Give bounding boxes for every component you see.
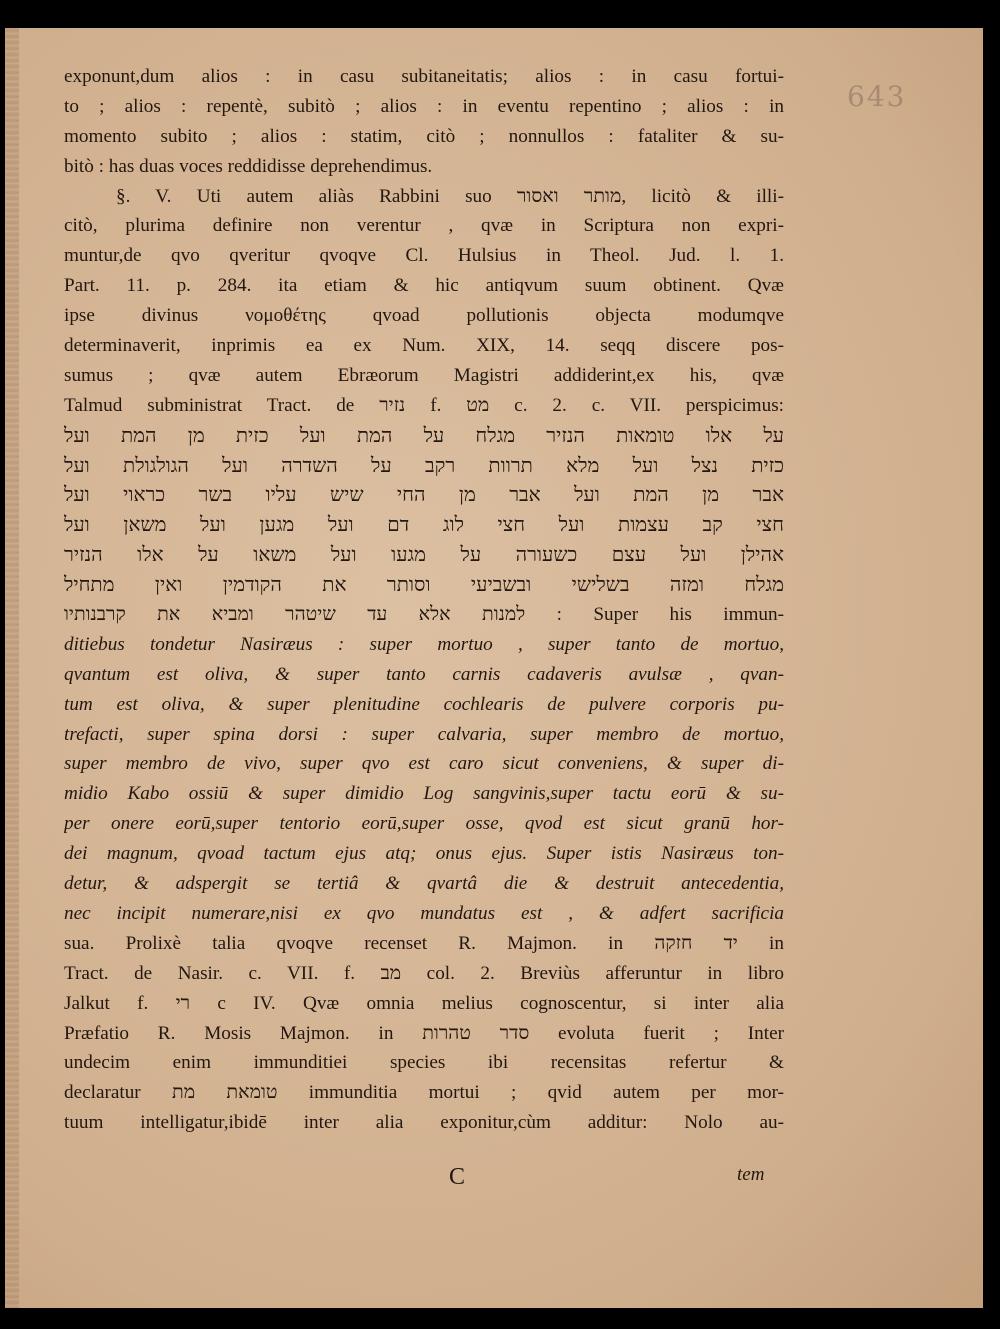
text-line: muntur,de qvo qveritur qvoqve Cl. Hulsius in Theol. Jud. l. 1.	[64, 245, 784, 267]
text-line: qvantum est oliva, & super tanto carnis cadaveris avulsæ , qvan-	[64, 663, 784, 685]
text-line: חצי קב עצמות ועל חצי לוג דם ועל מגען ועל משאן ועל	[64, 512, 784, 537]
text-line: exponunt,dum alios : in casu subitaneitatis; alios : in casu fortui-	[64, 66, 784, 87]
text-line: citò, plurima definire non verentur , qvæ in Scriptura non expri-	[64, 215, 784, 237]
signature-mark: C	[449, 1164, 466, 1190]
text-line: אהילן ועל עצם כשעורה על מגעו ועל משאו על אלו הנזיר	[64, 542, 784, 567]
text-line: כזית נצל ועל מלא תרוות רקב על השדרה ועל הגולגולת ועל	[64, 452, 784, 477]
text-line: Jalkut f. רי c IV. Qvæ omnia melius cognoscentur, si inter alia	[64, 992, 784, 1014]
text-line: tuum intelligatur,ibidē inter alia exponitur,cùm additur: Nolo au-	[64, 1112, 784, 1134]
catchword: tem	[737, 1164, 765, 1185]
text-line: super membro de vivo, super qvo est caro sicut conveniens, & super di-	[64, 753, 784, 775]
text-line: אבר מן המת ועל אבר מן החי שיש עליו בשר כראוי ועל	[64, 482, 784, 507]
page-number-mark: 643	[847, 80, 907, 113]
text-line: per onere eorū,super tentorio eorū,super osse, qvod est sicut granū hor-	[64, 813, 784, 835]
text-line: declaratur טומאת מת immunditia mortui ; qvid autem per mor-	[64, 1082, 784, 1104]
text-line: trefacti, super spina dorsi : super calvaria, super membro de mortuo,	[64, 723, 784, 745]
text-line: bitò : has duas voces reddidisse deprehendimus.	[64, 155, 433, 177]
text-line: Part. 11. p. 284. ita etiam & hic antiqvum suum obtinent. Qvæ	[64, 275, 784, 297]
text-line: momento subito ; alios : statim, citò ; nonnullos : fataliter & su-	[64, 125, 784, 147]
text-line: tum est oliva, & super plenitudine cochlearis de pulvere corporis pu-	[64, 693, 784, 715]
text-line: to ; alios : repentè, subitò ; alios : in eventu repentino ; alios : in	[64, 95, 784, 117]
text-line: ipse divinus νομοθέτης qvoad pollutionis objecta modumqve	[64, 305, 784, 327]
text-line: ditiebus tondetur Nasiræus : super mortuo , super tanto de mortuo,	[64, 633, 784, 655]
text-line: dei magnum, qvoad tactum ejus atq; onus ejus. Super istis Nasiræus ton-	[64, 843, 784, 865]
text-line: Præfatio R. Mosis Majmon. in סדר טהרות evoluta fuerit ; Inter	[64, 1022, 784, 1044]
text-line: sumus ; qvæ autem Ebræorum Magistri addiderint,ex his, qvæ	[64, 364, 784, 386]
text-line: למנות אלא עד שיטהר ומביא את קרבנותיו : Super his immun-	[64, 604, 784, 626]
text-line: מגלח ומזה בשלישי ובשביעי וסותר את הקודמין ואין מתחיל	[64, 572, 784, 597]
page-binding-edge	[5, 28, 19, 1308]
text-line: midio Kabo ossiū & super dimidio Log sangvinis,super tactu eorū & su-	[64, 783, 784, 805]
text-line: determinaverit, inprimis ea ex Num. XIX, 14. seqq discere pos-	[64, 335, 784, 357]
text-line: undecim enim immunditiei species ibi recensitas refertur &	[64, 1052, 784, 1074]
text-line: sua. Prolixè talia qvoqve recenset R. Majmon. in יד חזקה in	[64, 932, 784, 954]
text-line: nec incipit numerare,nisi ex qvo mundatus est , & adfert sacrificia	[64, 902, 784, 924]
text-line: על אלו טומאות הנזיר מגלח על המת ועל כזית מן המת ועל	[64, 422, 784, 447]
text-line: Tract. de Nasir. c. VII. f. מב col. 2. Breviùs afferuntur in libro	[64, 962, 784, 984]
text-line: Talmud subministrat Tract. de נזיר f. מט c. 2. c. VII. perspicimus:	[64, 394, 784, 416]
body-text	[64, 62, 784, 1138]
text-line: detur, & adspergit se tertiâ & qvartâ die & destruit antecedentia,	[64, 873, 784, 895]
text-line: §. V. Uti autem aliàs Rabbini suo מותר ואסור, licitò & illi-	[116, 185, 784, 207]
